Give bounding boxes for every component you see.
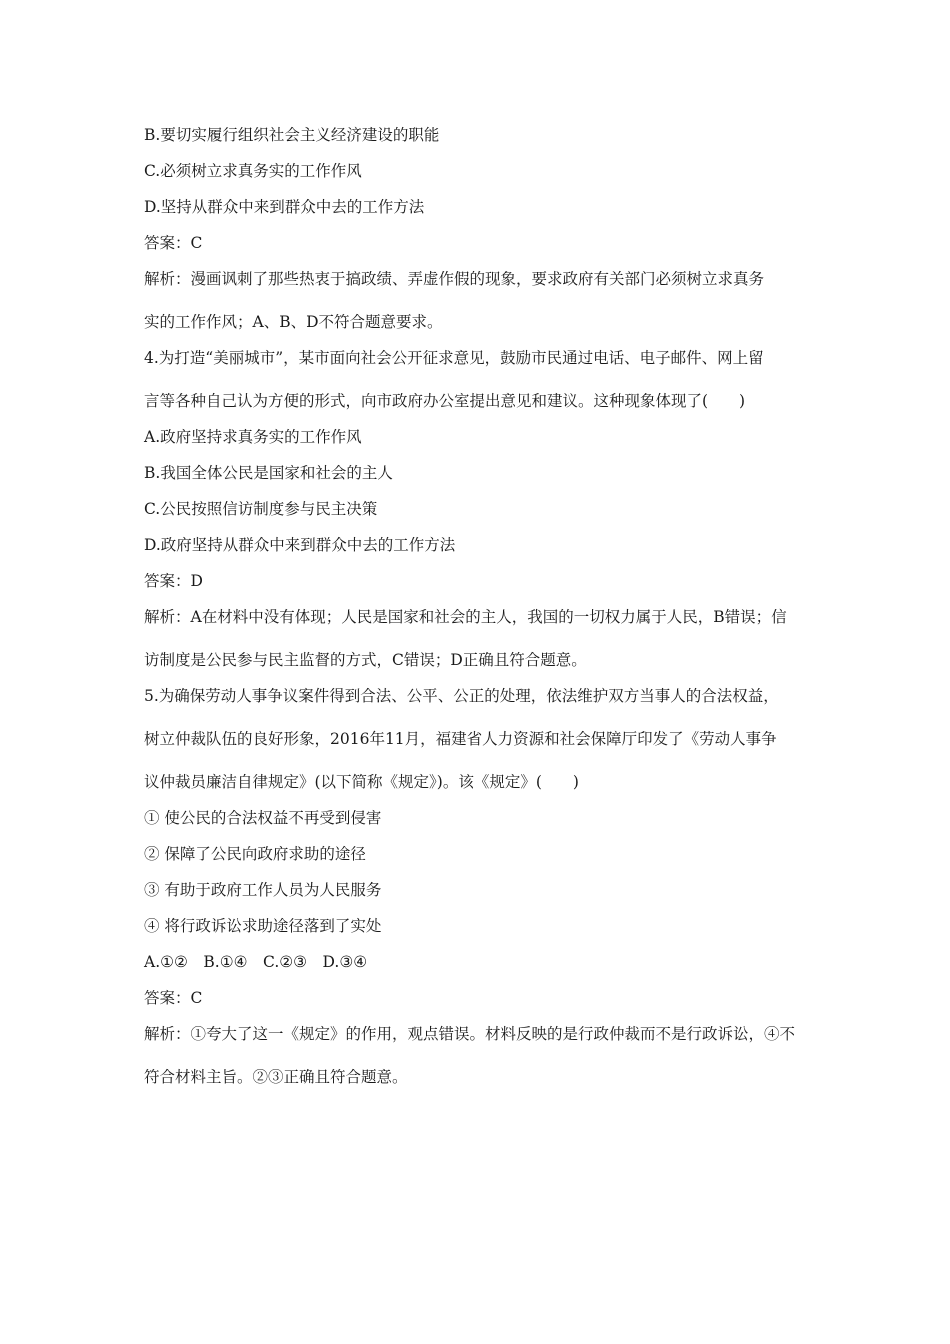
q5-stem-line-2: 树立仲裁队伍的良好形象，2016年11月，福建省人力资源和社会保障厅印发了《劳动人事争	[144, 730, 777, 748]
q4-analysis-line-1: 解析：A在材料中没有体现；人民是国家和社会的主人，我国的一切权力属于人民，B错误；信	[144, 608, 787, 626]
q5-item-1: ① 使公民的合法权益不再受到侵害	[144, 809, 382, 827]
q3-option-b: B.要切实履行组织社会主义经济建设的职能	[144, 126, 440, 144]
q4-answer: 答案：D	[144, 572, 203, 590]
q3-analysis-line-2: 实的工作作风；A、B、D不符合题意要求。	[144, 313, 443, 331]
q5-analysis-line-2: 符合材料主旨。②③正确且符合题意。	[144, 1068, 408, 1086]
q5-answer: 答案：C	[144, 989, 203, 1007]
q4-option-d: D.政府坚持从群众中来到群众中去的工作方法	[144, 536, 456, 554]
q4-analysis-line-2: 访制度是公民参与民主监督的方式，C错误；D正确且符合题意。	[144, 651, 587, 669]
q4-option-b: B.我国全体公民是国家和社会的主人	[144, 464, 393, 482]
q4-stem-line-2: 言等各种自己认为方便的形式，向市政府办公室提出意见和建议。这种现象体现了( )	[144, 392, 746, 410]
q5-stem-line-3: 议仲裁员廉洁自律规定》(以下简称《规定》)。该《规定》( )	[144, 773, 579, 791]
q4-option-c: C.公民按照信访制度参与民主决策	[144, 500, 378, 518]
q5-item-2: ② 保障了公民向政府求助的途径	[144, 845, 366, 863]
q3-analysis-line-1: 解析：漫画讽刺了那些热衷于搞政绩、弄虚作假的现象，要求政府有关部门必须树立求真务	[144, 270, 765, 288]
q4-stem-line-1: 4.为打造“美丽城市”，某市面向社会公开征求意见，鼓励市民通过电话、电子邮件、网上留	[144, 349, 764, 367]
q4-option-a: A.政府坚持求真务实的工作作风	[144, 428, 362, 446]
q3-option-d: D.坚持从群众中来到群众中去的工作方法	[144, 198, 425, 216]
q5-options: A.①② B.①④ C.②③ D.③④	[144, 953, 368, 971]
q5-item-3: ③ 有助于政府工作人员为人民服务	[144, 881, 382, 899]
q5-analysis-line-1: 解析：①夸大了这一《规定》的作用，观点错误。材料反映的是行政仲裁而不是行政诉讼，④不	[144, 1025, 796, 1043]
document-body	[144, 124, 809, 1088]
q3-option-c: C.必须树立求真务实的工作作风	[144, 162, 362, 180]
q5-stem-line-1: 5.为确保劳动人事争议案件得到合法、公平、公正的处理，依法维护双方当事人的合法权益，	[144, 687, 779, 705]
q3-answer: 答案：C	[144, 234, 203, 252]
q5-item-4: ④ 将行政诉讼求助途径落到了实处	[144, 917, 382, 935]
